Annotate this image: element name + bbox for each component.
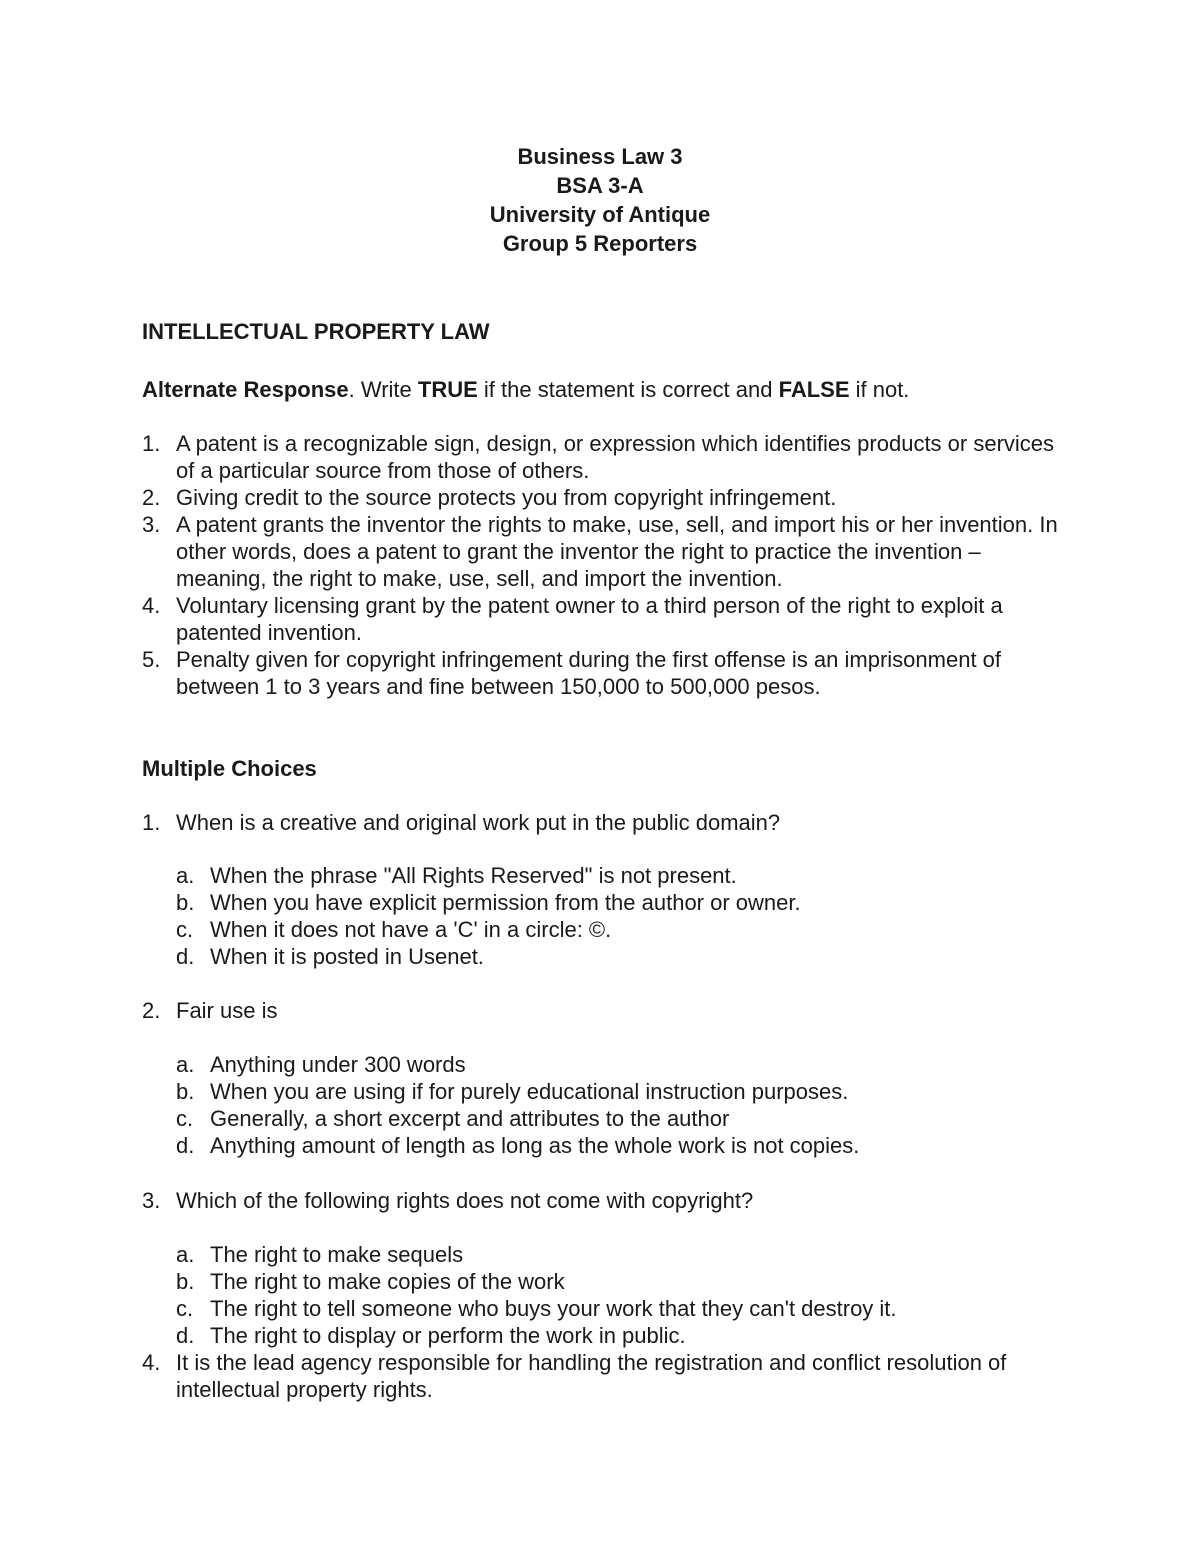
question — [142, 1187, 1062, 1214]
item-text: Giving credit to the source protects you from copyright infringement. — [176, 485, 837, 510]
option-letter: c. — [176, 917, 194, 942]
document-header — [0, 142, 1200, 258]
option-letter: a. — [176, 863, 195, 888]
question — [142, 809, 1062, 836]
option-letter: d. — [176, 944, 195, 969]
option-item — [176, 1322, 1056, 1349]
option-item — [176, 862, 1056, 889]
option-list — [176, 1051, 1056, 1159]
item-number: 5. — [142, 647, 161, 672]
true-false-list — [142, 430, 1062, 700]
option-item — [176, 1078, 1056, 1105]
list-item — [142, 592, 1062, 646]
option-text: The right to make sequels — [210, 1242, 464, 1267]
option-text: When it does not have a 'C' in a circle: ©. — [210, 917, 612, 942]
option-text: When you have explicit permission from the author or owner. — [210, 890, 801, 915]
item-text: Voluntary licensing grant by the patent owner to a third person of the right to exploit a patented invention. — [176, 593, 1003, 645]
option-item — [176, 1295, 1056, 1322]
false-keyword: FALSE — [778, 377, 850, 402]
option-letter: b. — [176, 1079, 195, 1104]
option-letter: b. — [176, 890, 195, 915]
course-title: Business Law 3 — [517, 144, 683, 169]
option-letter: b. — [176, 1269, 195, 1294]
option-item — [176, 1132, 1056, 1159]
question-text: When is a creative and original work put in the public domain? — [176, 810, 781, 835]
group-name: Group 5 Reporters — [502, 231, 698, 256]
item-text: Penalty given for copyright infringement during the first offense is an imprisonment of between 1 to 3 years and fine between 150,000 to 500,000 pesos. — [176, 647, 1002, 699]
list-item — [142, 646, 1062, 700]
instruction-text-b: if the statement is correct and — [477, 377, 779, 402]
option-item — [176, 1241, 1056, 1268]
question-number: 4. — [142, 1350, 161, 1375]
option-text: Anything amount of length as long as the whole work is not copies. — [210, 1133, 860, 1158]
option-item — [176, 1268, 1056, 1295]
alternate-response-instructions — [142, 376, 1062, 403]
item-number: 1. — [142, 431, 161, 456]
topic-heading: INTELLECTUAL PROPERTY LAW — [142, 319, 490, 344]
option-item — [176, 916, 1056, 943]
option-letter: d. — [176, 1323, 195, 1348]
item-number: 4. — [142, 593, 161, 618]
option-text: Generally, a short excerpt and attributes to the author — [210, 1106, 730, 1131]
question — [142, 997, 1062, 1024]
option-item — [176, 1051, 1056, 1078]
option-text: The right to make copies of the work — [210, 1269, 565, 1294]
option-text: When the phrase "All Rights Reserved" is not present. — [210, 863, 737, 888]
item-text: A patent grants the inventor the rights to make, use, sell, and import his or her invention. In other words, does a patent to grant the inventor the right to practice the invention – meaning, the right to make, use, sell, and import the invention. — [176, 512, 1058, 591]
option-list — [176, 1241, 1056, 1349]
university-name: University of Antique — [489, 202, 711, 227]
option-item — [176, 889, 1056, 916]
option-letter: c. — [176, 1106, 194, 1131]
option-text: When you are using if for purely educational instruction purposes. — [210, 1079, 849, 1104]
option-letter: c. — [176, 1296, 194, 1321]
item-number: 2. — [142, 485, 161, 510]
multiple-choice-heading: Multiple Choices — [142, 756, 317, 781]
option-letter: a. — [176, 1052, 195, 1077]
option-text: The right to display or perform the work in public. — [210, 1323, 686, 1348]
section-name: BSA 3-A — [556, 173, 644, 198]
list-item — [142, 430, 1062, 484]
item-text: A patent is a recognizable sign, design, or expression which identifies products or services of a particular source from those of others. — [176, 431, 1055, 483]
instruction-text-c: if not. — [849, 377, 910, 402]
question-text: It is the lead agency responsible for handling the registration and conflict resolution of intellectual property rights. — [176, 1350, 1007, 1402]
question-text: Which of the following rights does not come with copyright? — [176, 1188, 754, 1213]
alternate-response-label: Alternate Response — [142, 377, 349, 402]
option-text: Anything under 300 words — [210, 1052, 466, 1077]
list-item — [142, 484, 1062, 511]
question — [142, 1349, 1062, 1403]
question-text: Fair use is — [176, 998, 278, 1023]
option-item — [176, 943, 1056, 970]
option-text: The right to tell someone who buys your work that they can't destroy it. — [210, 1296, 897, 1321]
true-keyword: TRUE — [417, 377, 478, 402]
option-list — [176, 862, 1056, 970]
item-number: 3. — [142, 512, 161, 537]
question-number: 3. — [142, 1188, 161, 1213]
question-number: 1. — [142, 810, 161, 835]
option-text: When it is posted in Usenet. — [210, 944, 484, 969]
option-item — [176, 1105, 1056, 1132]
instruction-text-a: . Write — [348, 377, 418, 402]
question-number: 2. — [142, 998, 161, 1023]
list-item — [142, 511, 1062, 592]
option-letter: d. — [176, 1133, 195, 1158]
option-letter: a. — [176, 1242, 195, 1267]
